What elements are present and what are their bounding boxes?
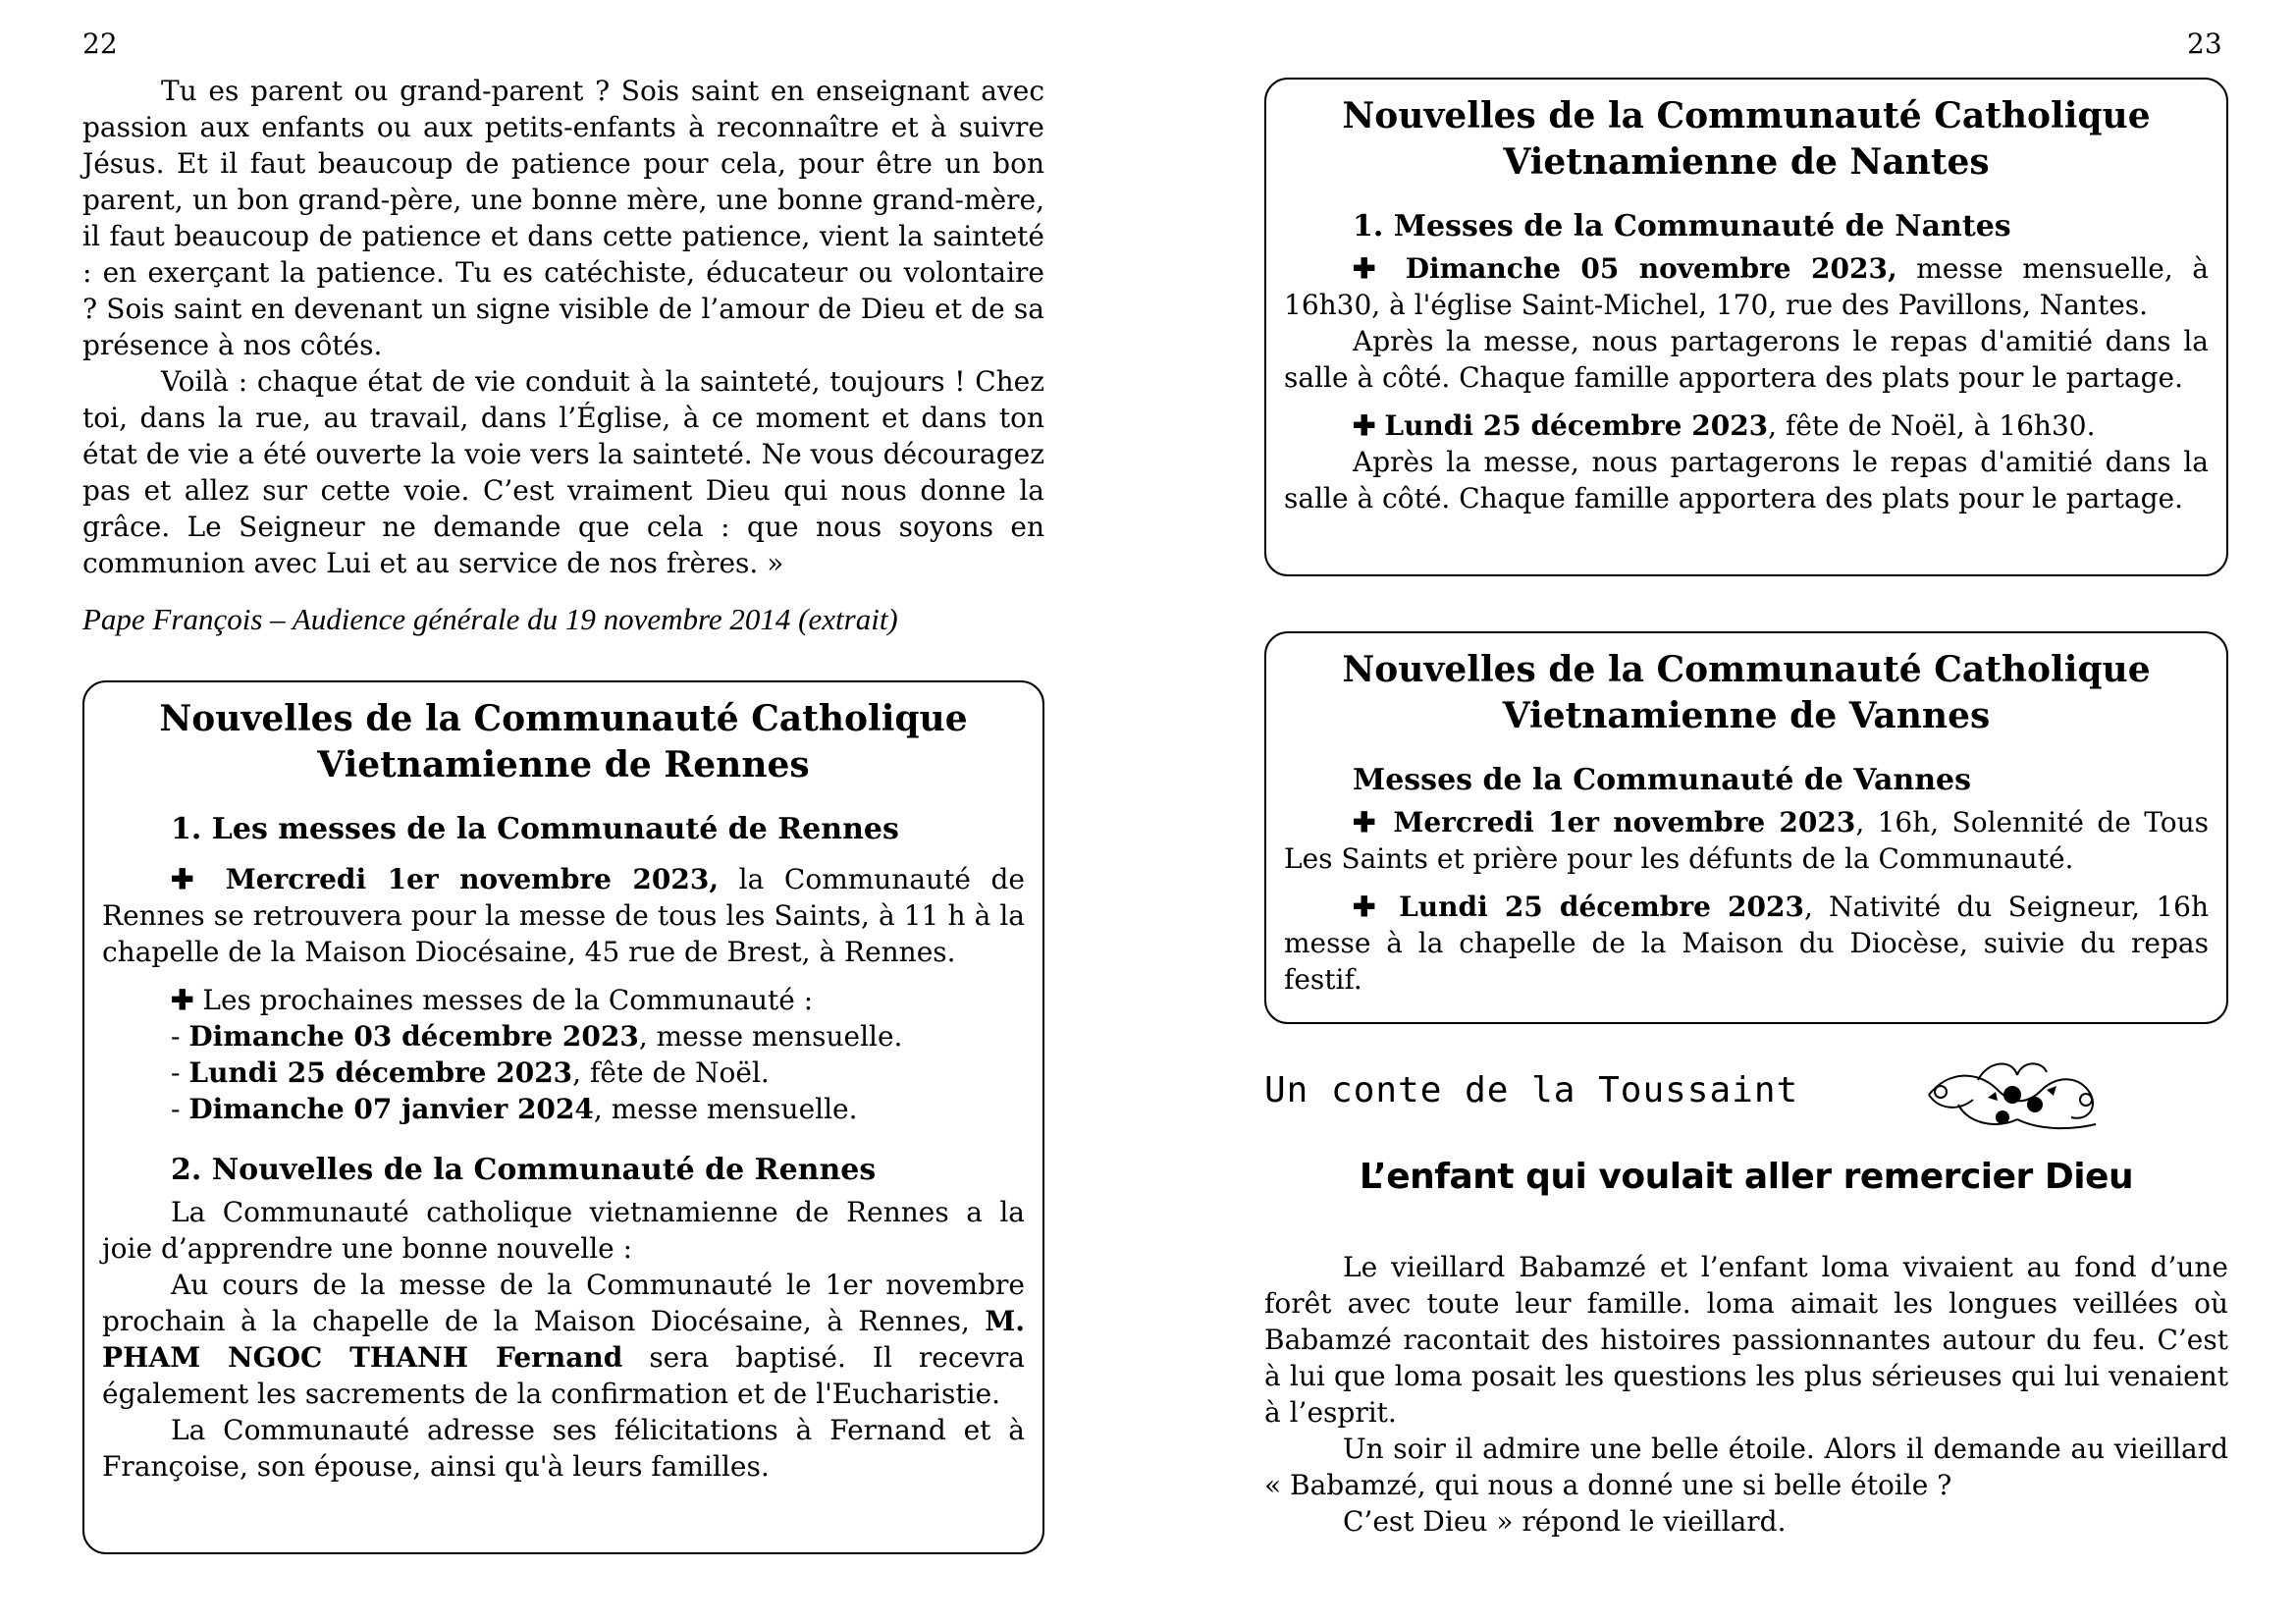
story-title: L’enfant qui voulait aller remercier Dieu: [1359, 1157, 2134, 1197]
rennes-next-masses-label: [102, 982, 1025, 1018]
vannes-event-2: [1284, 889, 2209, 998]
baptism-name: M. PHAM NGOC THANH Fernand: [102, 1305, 1025, 1374]
next-masses-text: Les prochaines messes de la Communauté :: [193, 984, 814, 1016]
rennes-news-box: [82, 680, 1044, 1554]
news-text: Au cours de la messe de la Communauté le 1er novembre prochain à la chapelle de la Maison Diocésaine, à Rennes,: [102, 1269, 1025, 1337]
nantes-news-box: [1264, 78, 2228, 576]
cross-icon: ✚: [1353, 891, 1383, 923]
vannes-news-box: [1264, 631, 2228, 1024]
story-paragraph: Le vieillard Babamzé et l’enfant loma vivaient au fond d’une forêt avec toute leur famille. loma aimait les longues veillées où Babamzé racontait des histoires passionnantes autour du feu. C’est à lui que loma posait les questions les plus sérieuses qui lui venaient à l’esprit.: [1264, 1251, 2228, 1429]
page-number-left: 22: [82, 27, 118, 60]
rennes-mass-list-item: [171, 1018, 1025, 1055]
event-date: Dimanche 07 janvier 2024: [188, 1093, 594, 1125]
quote-source: Pape François – Audience générale du 19 novembre 2014 (extrait): [82, 602, 898, 636]
nantes-title: [1284, 93, 2209, 186]
rennes-mass-list-item: [171, 1091, 1025, 1127]
dash: -: [171, 1020, 189, 1053]
vannes-title-line1: Nouvelles de la Communauté Catholique: [1342, 649, 2151, 690]
event-date: Mercredi 1er novembre 2023: [1393, 806, 1856, 839]
nantes-section1-heading: 1. Messes de la Communauté de Nantes: [1353, 209, 2011, 244]
event-date: Lundi 25 décembre 2023: [188, 1056, 573, 1089]
vannes-section1-heading: Messes de la Communauté de Vannes: [1353, 763, 1971, 797]
event-text: , 16h, Solennité de Tous Les Saints et prière pour les défunts de la Communauté.: [1284, 806, 2209, 875]
nantes-event-2: [1284, 407, 2209, 444]
vannes-title: [1284, 647, 2209, 739]
event-date: Dimanche 03 décembre 2023: [188, 1020, 639, 1053]
event-text: la Communauté de Rennes se retrouvera pour la messe de tous les Saints, à 11 h à la chapelle de la Maison Diocésaine, 45 rue de Brest, à Rennes.: [102, 863, 1025, 968]
nantes-title-line1: Nouvelles de la Communauté Catholique: [1342, 95, 2151, 136]
rennes-title-line1: Nouvelles de la Communauté Catholique: [159, 698, 968, 739]
intro-text: [82, 73, 1044, 637]
rennes-title-line2: Vietnamienne de Rennes: [317, 744, 810, 785]
nantes-event-2-after: Après la messe, nous partagerons le repas d'amitié dans la salle à côté. Chaque famille apportera des plats pour le partage.: [1284, 446, 2209, 514]
story-paragraph: C’est Dieu » répond le vieillard.: [1343, 1505, 1787, 1538]
dash: -: [171, 1093, 189, 1125]
vannes-event-1: [1284, 804, 2209, 877]
event-text: , Nativité du Seigneur, 16h messe à la chapelle de la Maison du Diocèse, suivie du repas festif.: [1284, 891, 2209, 996]
rennes-event-1: [102, 861, 1025, 970]
rennes-section2-heading: 2. Nouvelles de la Communauté de Rennes: [171, 1153, 877, 1187]
event-date: Lundi 25 décembre 2023: [1399, 891, 1804, 923]
event-text: , messe mensuelle.: [593, 1093, 858, 1125]
cross-icon: ✚: [1353, 409, 1376, 442]
nantes-title-line2: Vietnamienne de Nantes: [1503, 141, 1990, 183]
rennes-news-paragraph: La Communauté catholique vietnamienne de Rennes a la joie d’apprendre une bonne nouvelle :: [102, 1196, 1025, 1265]
event-date: Mercredi 1er novembre 2023,: [225, 863, 720, 895]
rennes-mass-list-item: [171, 1055, 1025, 1091]
story-text: [1264, 1249, 2228, 1540]
rennes-section1-heading: 1. Les messes de la Communauté de Rennes: [171, 812, 899, 846]
dash: -: [171, 1056, 189, 1089]
cross-icon: ✚: [1353, 806, 1380, 839]
nantes-event-1: [1284, 250, 2209, 323]
story-paragraph: Un soir il admire une belle étoile. Alors il demande au vieillard « Babamzé, qui nous a donné une si belle étoile ?: [1264, 1433, 2228, 1501]
floral-ornament-icon: [1919, 1051, 2115, 1139]
rennes-news-paragraph: [102, 1267, 1025, 1412]
event-text: messe mensuelle, à 16h30, à l'église Saint-Michel, 170, rue des Pavillons, Nantes.: [1284, 252, 2209, 321]
cross-icon: ✚: [1353, 252, 1387, 285]
event-text: , fête de Noël, à 16h30.: [1768, 409, 2096, 442]
cross-icon: ✚: [171, 984, 194, 1016]
event-date: Lundi 25 décembre 2023: [1384, 409, 1769, 442]
cross-icon: ✚: [171, 863, 206, 895]
intro-paragraph: Tu es parent ou grand-parent ? Sois saint en enseignant avec passion aux enfants ou aux petits-enfants à reconnaître et à suivre Jésus. Et il faut beaucoup de patience pour cela, pour être un bon parent, un bon grand-père, une bonne mère, une bonne grand-mère, il faut beaucoup de patience et dans cette patience, vient la sainteté : en exerçant la patience. Tu es catéchiste, éducateur ou volontaire ? Sois saint en devenant un signe visible de l’amour de Dieu et de sa présence à nos côtés.: [82, 75, 1044, 361]
rennes-news-paragraph: La Communauté adresse ses félicitations à Fernand et à Françoise, son épouse, ainsi qu'à leurs familles.: [102, 1414, 1025, 1483]
event-text: , messe mensuelle.: [638, 1020, 903, 1053]
intro-paragraph: Voilà : chaque état de vie conduit à la sainteté, toujours ! Chez toi, dans la rue, au travail, dans l’Église, à ce moment et dans ton état de vie a été ouverte la voie vers la sainteté. Ne vous découragez pas et allez sur cette voie. C’est vraiment Dieu qui nous donne la grâce. Le Seigneur ne demande que cela : que nous soyons en communion avec Lui et au service de nos frères. »: [82, 365, 1044, 579]
event-date: Dimanche 05 novembre 2023,: [1405, 252, 1897, 285]
nantes-event-1-after: Après la messe, nous partagerons le repas d'amitié dans la salle à côté. Chaque famille apportera des plats pour le partage.: [1284, 325, 2209, 394]
rennes-title: [102, 696, 1025, 788]
vannes-title-line2: Vietnamienne de Vannes: [1502, 695, 1991, 736]
page-number-right: 23: [2187, 27, 2222, 60]
event-text: , fête de Noël.: [572, 1056, 770, 1089]
news-text: sera baptisé. Il recevra également les sacrements de la confirmation et de l'Eucharistie.: [102, 1341, 1025, 1410]
story-section-title: Un conte de la Toussaint: [1264, 1070, 1799, 1110]
